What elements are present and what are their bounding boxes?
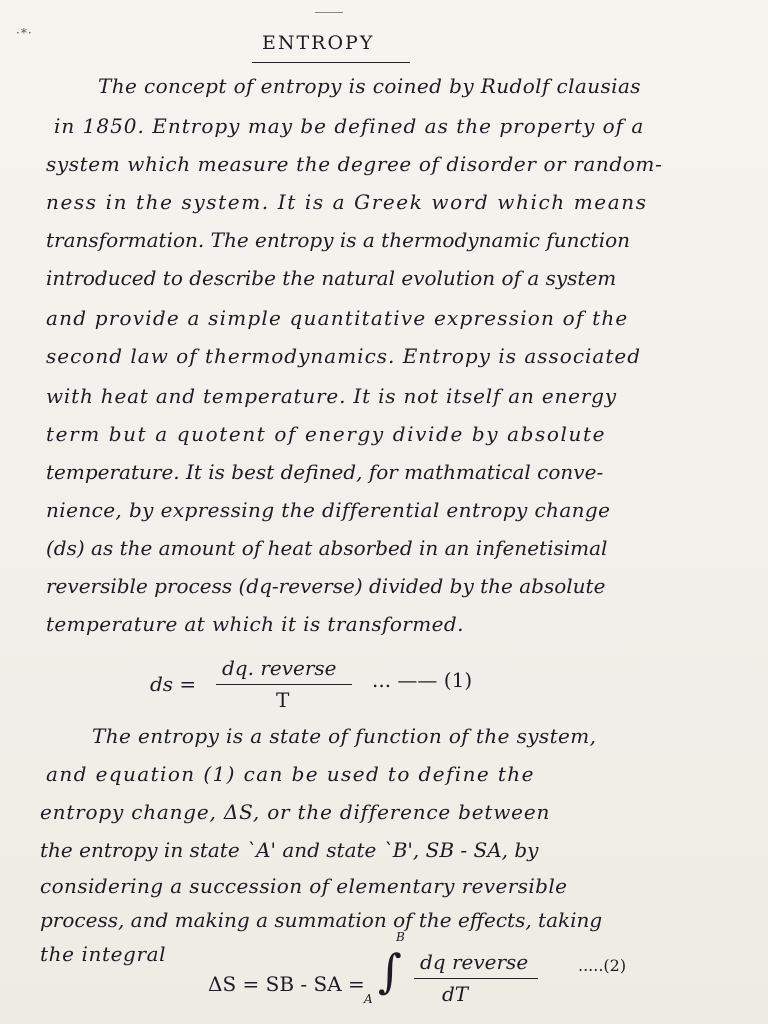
text-line: term but a quotent of energy divide by absolute xyxy=(46,422,607,446)
text-line: (ds) as the amount of heat absorbed in an infenetisimal xyxy=(46,536,608,560)
text-line: temperature at which it is transformed. xyxy=(46,612,464,636)
equation-2-lhs: ΔS = SB - SA = xyxy=(208,972,365,996)
corner-mark: ·*· xyxy=(16,26,33,40)
equation-2-fraction-bar xyxy=(414,978,538,979)
equation-2-tag: .....(2) xyxy=(578,956,627,975)
equation-1-tag: ... —— (1) xyxy=(372,668,473,692)
text-line: transformation. The entropy is a thermodynamic function xyxy=(46,228,631,252)
text-line: second law of thermodynamics. Entropy is associated xyxy=(46,344,642,368)
text-line: introduced to describe the natural evolution of a system xyxy=(46,266,617,290)
text-line: the integral xyxy=(40,942,167,966)
lower-limit: A xyxy=(364,992,373,1006)
text-line: the entropy in state `A' and state `B', SB - SA, by xyxy=(40,838,539,862)
top-dash xyxy=(315,12,343,13)
equation-1-numerator: dq. reverse xyxy=(222,656,337,680)
text-line: and provide a simple quantitative expression of the xyxy=(46,306,629,330)
equation-2-numerator: dq reverse xyxy=(420,950,529,974)
title-underline xyxy=(252,62,410,63)
text-line: The entropy is a state of function of the system, xyxy=(92,724,597,748)
text-line: reversible process (dq-reverse) divided by the absolute xyxy=(46,574,606,598)
text-line: process, and making a summation of the effects, taking xyxy=(40,908,603,932)
text-line: in 1850. Entropy may be defined as the property of a xyxy=(54,114,645,138)
text-line: system which measure the degree of disorder or random- xyxy=(46,152,663,176)
text-line: considering a succession of elementary reversible xyxy=(40,874,568,898)
equation-2-denominator: dT xyxy=(442,982,469,1006)
text-line: and equation (1) can be used to define the xyxy=(46,762,535,786)
text-line: The concept of entropy is coined by Rudolf clausias xyxy=(98,74,641,98)
equation-1-fraction-bar xyxy=(216,684,352,685)
text-line: nience, by expressing the differential entropy change xyxy=(46,498,611,522)
text-line: with heat and temperature. It is not itself an energy xyxy=(46,384,617,408)
text-line: entropy change, ΔS, or the difference between xyxy=(40,800,551,824)
upper-limit: B xyxy=(396,930,405,944)
page-title: ENTROPY xyxy=(262,32,375,54)
text-line: temperature. It is best defined, for mathmatical conve- xyxy=(46,460,604,484)
equation-1-lhs: ds = xyxy=(150,672,197,696)
integral-sign: ∫ xyxy=(378,944,402,998)
text-line: ness in the system. It is a Greek word which means xyxy=(46,190,648,214)
equation-1-denominator: T xyxy=(276,688,290,712)
